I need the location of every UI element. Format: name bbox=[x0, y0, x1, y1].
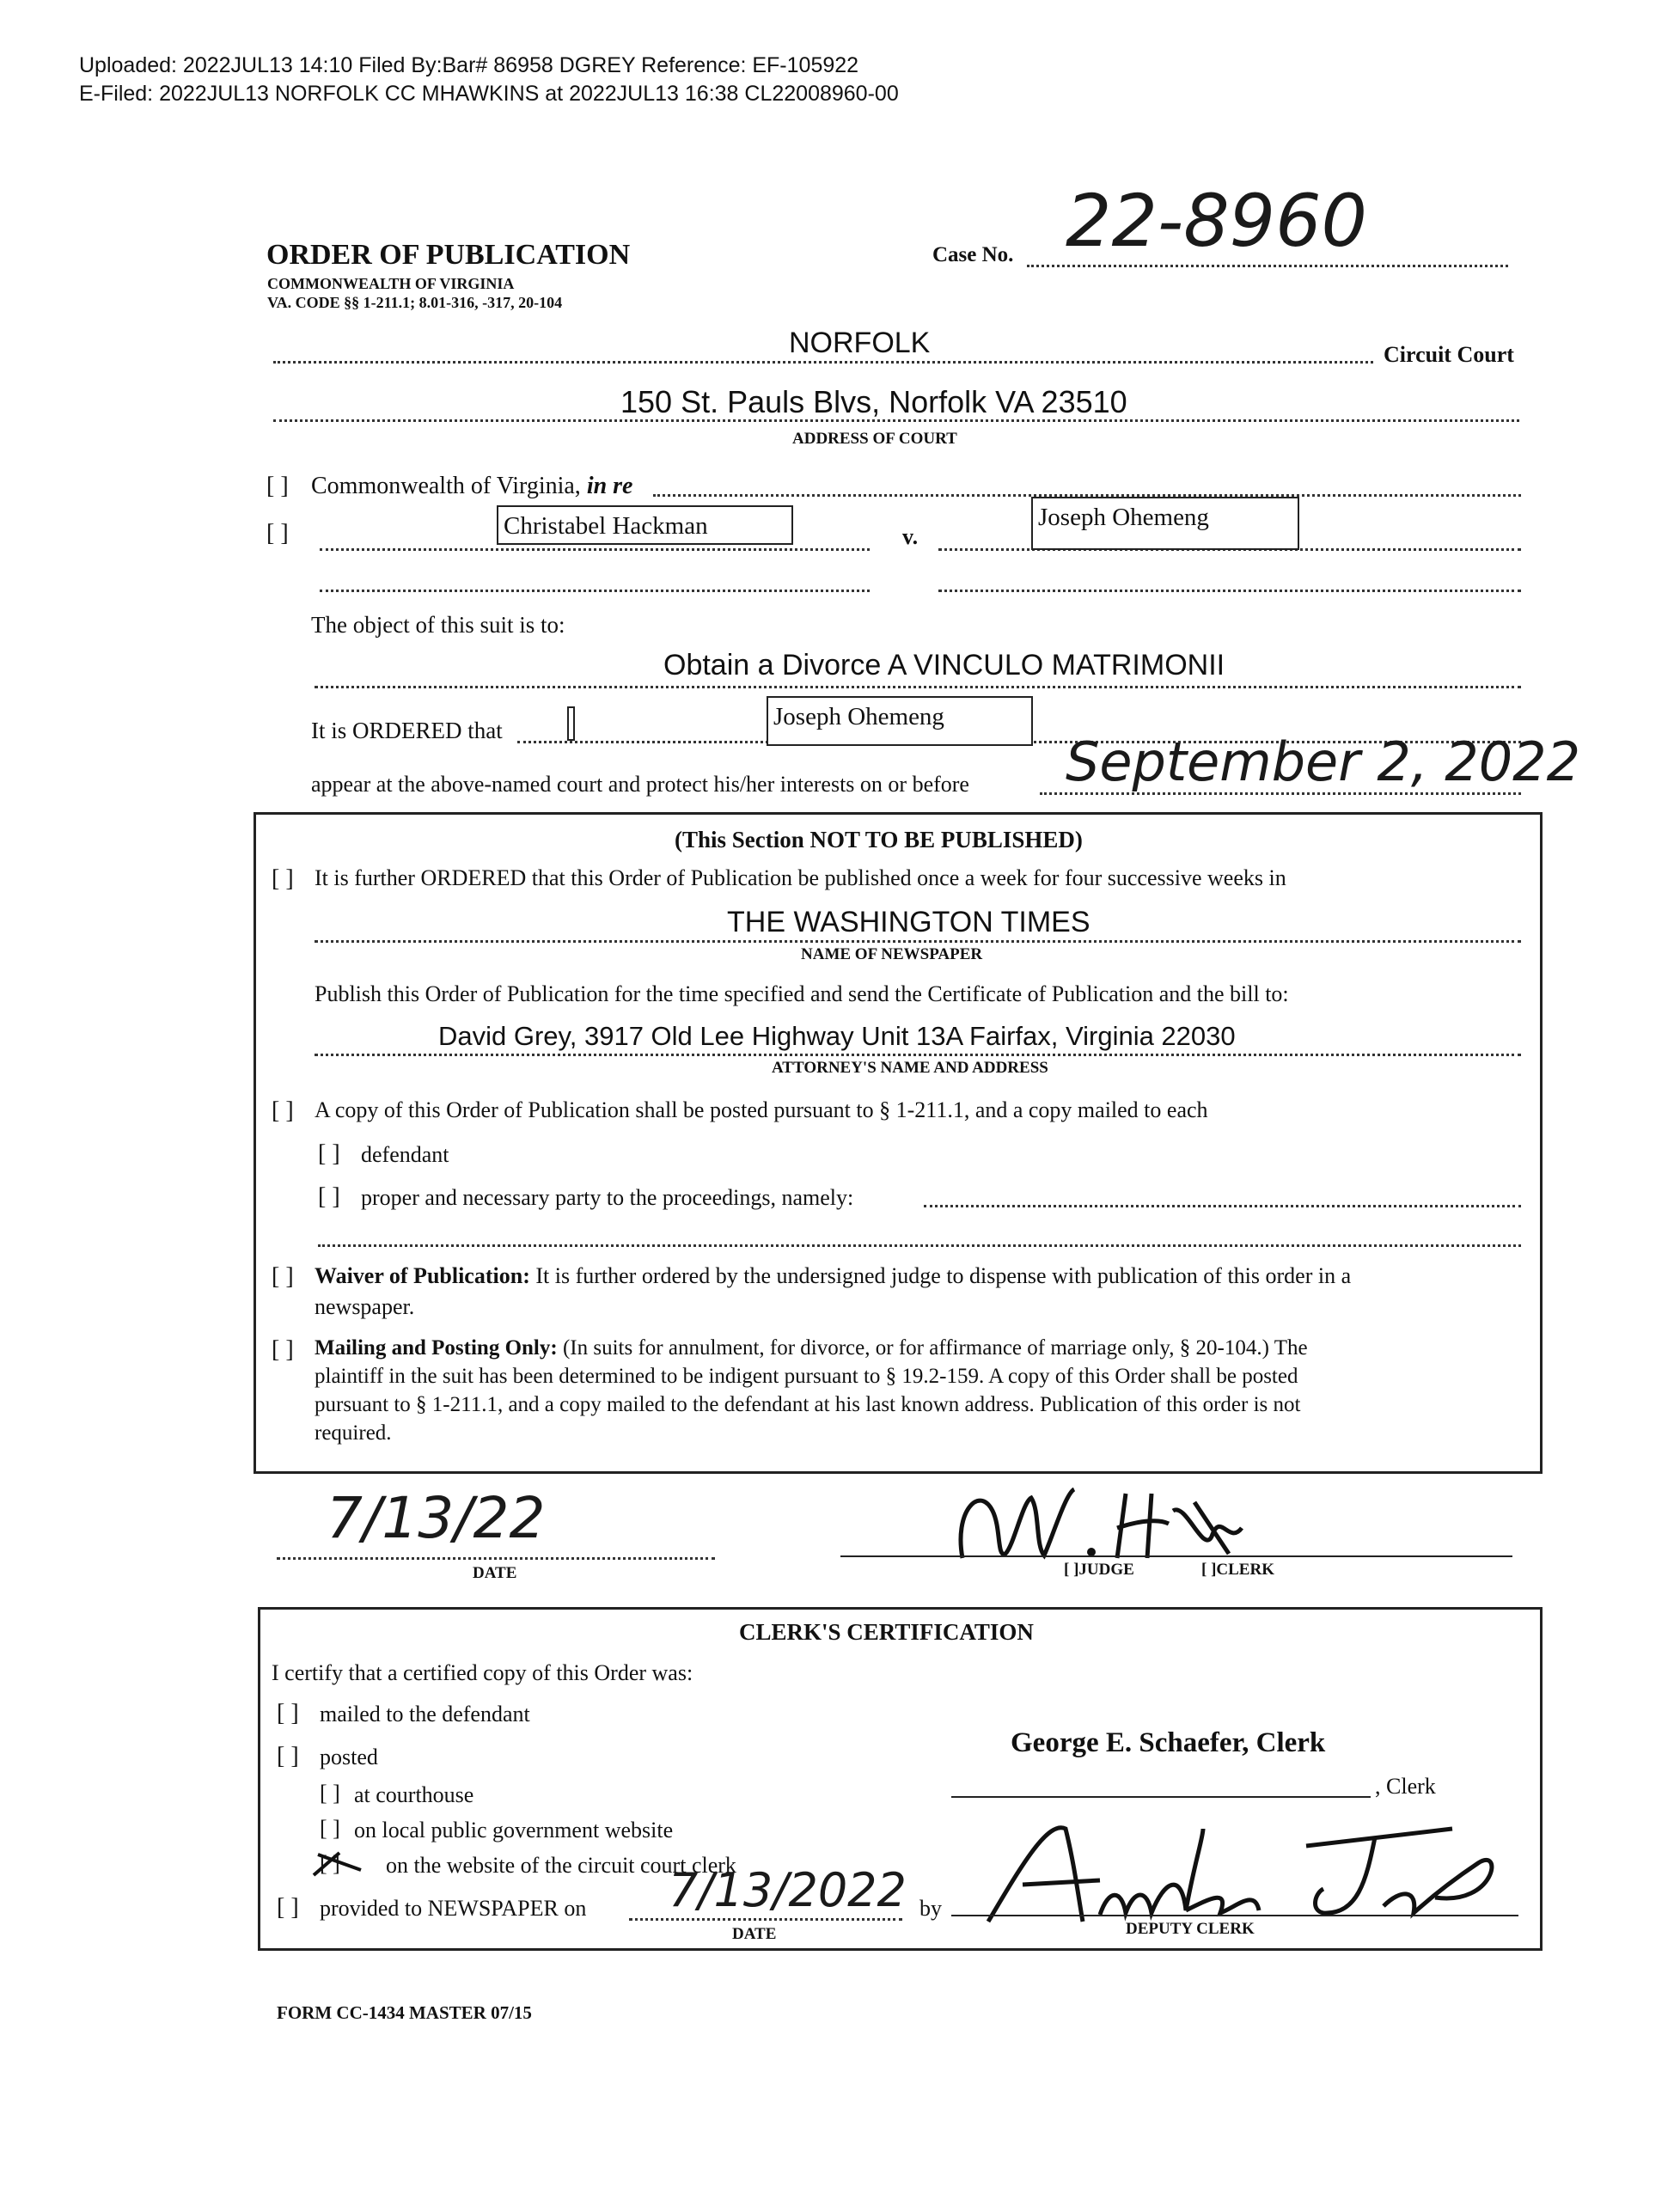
order-date-caption: DATE bbox=[473, 1564, 517, 1582]
order-date-line bbox=[277, 1557, 715, 1560]
case-number: 22-8960 bbox=[1066, 179, 1367, 263]
form-subtitle: COMMONWEALTH OF VIRGINIA bbox=[267, 275, 515, 292]
form-code: VA. CODE §§ 1-211.1; 8.01-316, -317, 20-104 bbox=[267, 294, 563, 311]
court-name-line bbox=[273, 361, 1373, 364]
object-text: Obtain a Divorce A VINCULO MATRIMONII bbox=[663, 649, 1225, 681]
upload-stamp: Uploaded: 2022JUL13 14:10 Filed By:Bar# 86958 DGREY Reference: EF-105922 bbox=[79, 53, 859, 77]
provided-checkbox[interactable]: [ ] bbox=[277, 1894, 299, 1921]
cursor-mark bbox=[567, 706, 575, 741]
publish-checkbox[interactable]: [ ] bbox=[272, 865, 294, 892]
waiver-checkbox[interactable]: [ ] bbox=[272, 1263, 294, 1290]
party-text: proper and necessary party to the proceedings, namely: bbox=[361, 1185, 854, 1210]
case-label: Case No. bbox=[932, 243, 1014, 266]
form-number: FORM CC-1434 MASTER 07/15 bbox=[277, 2002, 532, 2023]
defendant-text: defendant bbox=[361, 1142, 449, 1167]
defendant-field[interactable]: Joseph Ohemeng bbox=[1031, 497, 1299, 550]
provided-by: by bbox=[919, 1896, 942, 1921]
clerk-label: [ ]CLERK bbox=[1201, 1561, 1274, 1579]
clerk-site-text: on the website of the circuit court clerk bbox=[386, 1853, 736, 1878]
plaintiff-field[interactable]: Christabel Hackman bbox=[497, 505, 793, 545]
commonwealth-label: Commonwealth of Virginia, in re bbox=[311, 473, 633, 499]
attorney-text: David Grey, 3917 Old Lee Highway Unit 13A Fairfax, Virginia 22030 bbox=[438, 1021, 1236, 1051]
posted-cert-text: posted bbox=[320, 1745, 378, 1769]
provided-date-line bbox=[629, 1918, 902, 1921]
efiled-stamp: E-Filed: 2022JUL13 NORFOLK CC MHAWKINS at 2022JUL13 16:38 CL22008960-00 bbox=[79, 82, 899, 106]
courthouse-checkbox[interactable]: [ ] bbox=[320, 1781, 340, 1806]
certification-heading: CLERK'S CERTIFICATION bbox=[739, 1619, 1034, 1645]
parties-checkbox[interactable]: [ ] bbox=[266, 520, 289, 547]
mailing-line-1: Mailing and Posting Only: (In suits for annulment, for divorce, or for affirmance of marriage only, § 20-104.) The bbox=[315, 1336, 1308, 1360]
defendant-checkbox[interactable]: [ ] bbox=[318, 1140, 340, 1167]
deputy-clerk-caption: DEPUTY CLERK bbox=[1126, 1920, 1255, 1938]
appear-date: September 2, 2022 bbox=[1066, 730, 1581, 793]
object-line bbox=[315, 686, 1521, 688]
posted-text: A copy of this Order of Publication shall be posted pursuant to § 1-211.1, and a copy mailed to each bbox=[315, 1097, 1208, 1122]
clerk-site-checkbox[interactable]: [ ] bbox=[320, 1851, 340, 1876]
ordered-label: It is ORDERED that bbox=[311, 718, 503, 743]
court-name: NORFOLK bbox=[789, 327, 931, 359]
posted-checkbox[interactable]: [ ] bbox=[272, 1097, 294, 1124]
deputy-clerk-signature bbox=[971, 1812, 1521, 1932]
judge-signature-line bbox=[840, 1555, 1512, 1557]
mailed-checkbox[interactable]: [ ] bbox=[277, 1700, 299, 1726]
court-suffix: Circuit Court bbox=[1384, 342, 1514, 367]
mailed-text: mailed to the defendant bbox=[320, 1702, 530, 1726]
object-label: The object of this suit is to: bbox=[311, 612, 565, 638]
provided-date-caption: DATE bbox=[732, 1925, 777, 1943]
appear-text: appear at the above-named court and protect his/her interests on or before bbox=[311, 772, 969, 797]
deputy-clerk-line bbox=[951, 1915, 1518, 1916]
checkmark-scribble bbox=[309, 1846, 370, 1880]
attorney-line bbox=[315, 1054, 1521, 1056]
newspaper-line bbox=[315, 940, 1521, 943]
clerk-line bbox=[951, 1796, 1371, 1798]
order-date: 7/13/22 bbox=[327, 1485, 546, 1551]
parties-line-2 bbox=[320, 590, 870, 592]
versus: v. bbox=[902, 524, 919, 549]
mailing-line-2: plaintiff in the suit has been determined to be indigent pursuant to § 19.2-159. A copy of this Order shall be posted bbox=[315, 1365, 1298, 1388]
provided-text: provided to NEWSPAPER on bbox=[320, 1896, 587, 1921]
parties-line-3 bbox=[938, 590, 1521, 592]
send-text: Publish this Order of Publication for the time specified and send the Certificate of Publication and the bill to: bbox=[315, 981, 1289, 1006]
certification-intro: I certify that a certified copy of this Order was: bbox=[272, 1660, 693, 1685]
local-site-checkbox[interactable]: [ ] bbox=[320, 1816, 340, 1841]
mailing-line-3: pursuant to § 1-211.1, and a copy mailed to the defendant at his last known address. Publication of this order is not bbox=[315, 1393, 1301, 1416]
court-address: 150 St. Pauls Blvs, Norfolk VA 23510 bbox=[620, 384, 1127, 419]
clerk-name: George E. Schaefer, Clerk bbox=[1011, 1727, 1326, 1758]
not-published-heading: (This Section NOT TO BE PUBLISHED) bbox=[675, 827, 1083, 852]
posted-cert-checkbox[interactable]: [ ] bbox=[277, 1743, 299, 1769]
plaintiff-line bbox=[320, 548, 870, 551]
attorney-caption: ATTORNEY'S NAME AND ADDRESS bbox=[772, 1059, 1048, 1077]
courthouse-text: at courthouse bbox=[354, 1782, 474, 1807]
party-checkbox[interactable]: [ ] bbox=[318, 1183, 340, 1210]
address-caption: ADDRESS OF COURT bbox=[792, 430, 957, 448]
waiver-line-1: Waiver of Publication: It is further ordered by the undersigned judge to dispense with publication of this order in a bbox=[315, 1263, 1352, 1288]
newspaper-caption: NAME OF NEWSPAPER bbox=[801, 945, 983, 963]
mailing-line-4: required. bbox=[315, 1421, 392, 1445]
form-title: ORDER OF PUBLICATION bbox=[266, 239, 631, 271]
clerk-suffix: , Clerk bbox=[1375, 1774, 1436, 1799]
publish-text: It is further ORDERED that this Order of Publication be published once a week for four successive weeks in bbox=[315, 865, 1286, 890]
case-number-line bbox=[1027, 265, 1508, 267]
party-line bbox=[924, 1205, 1521, 1207]
party-line-2 bbox=[318, 1244, 1521, 1247]
provided-date: 7/13/2022 bbox=[669, 1863, 907, 1917]
mailing-checkbox[interactable]: [ ] bbox=[272, 1336, 294, 1363]
local-site-text: on local public government website bbox=[354, 1818, 674, 1842]
commonwealth-checkbox[interactable]: [ ] bbox=[266, 473, 289, 499]
ordered-party-field[interactable]: Joseph Ohemeng bbox=[767, 696, 1033, 746]
judge-label: [ ]JUDGE bbox=[1064, 1561, 1134, 1579]
newspaper-name: THE WASHINGTON TIMES bbox=[727, 906, 1090, 938]
waiver-line-2: newspaper. bbox=[315, 1294, 415, 1319]
